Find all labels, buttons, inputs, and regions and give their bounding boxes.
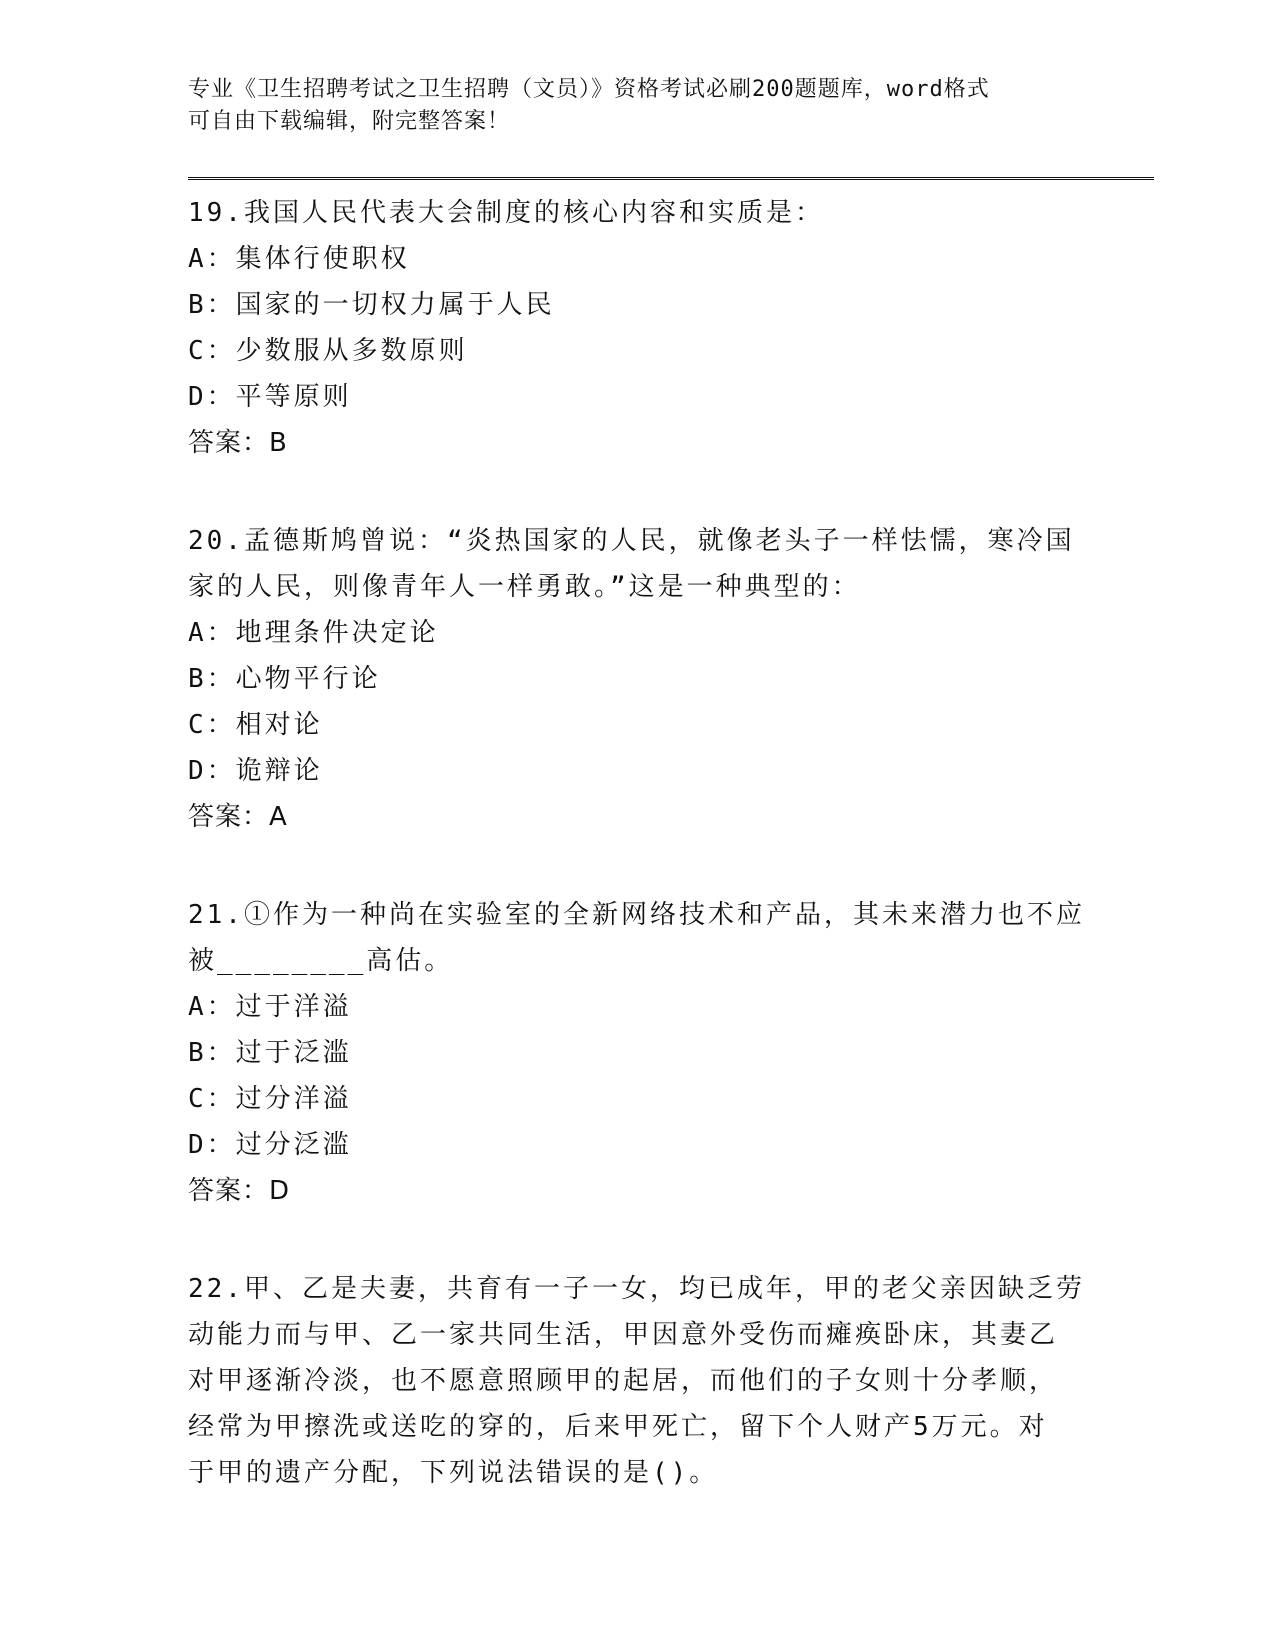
option-b: B：国家的一切权力属于人民: [188, 290, 555, 320]
question-stem: 22.甲、乙是夫妻，共育有一子一女，均已成年，甲的老父亲因缺乏劳: [188, 1274, 1085, 1304]
question-19: [188, 190, 1088, 466]
option-c: C：相对论: [188, 710, 323, 740]
answer-value: A: [269, 802, 288, 832]
question-stem: 家的人民，则像青年人一样勇敢。”这是一种典型的：: [188, 572, 861, 602]
option-d: D：过分泛滥: [188, 1130, 352, 1160]
option-a: A：过于洋溢: [188, 992, 352, 1022]
answer-value: B: [269, 428, 288, 458]
question-22: [188, 1266, 1088, 1496]
question-stem: 20.孟德斯鸠曾说：“炎热国家的人民，就像老头子一样怯懦，寒冷国: [188, 526, 1075, 556]
page-header: [188, 74, 1088, 138]
option-a: A：集体行使职权: [188, 244, 410, 274]
answer-line: [188, 420, 1088, 466]
option-c: C：少数服从多数原则: [188, 336, 468, 366]
question-20: [188, 518, 1088, 840]
answer-label: 答案：: [188, 428, 270, 458]
option-b: B：心物平行论: [188, 664, 381, 694]
answer-value: D: [269, 1176, 291, 1206]
header-divider: [188, 177, 1154, 180]
question-stem: 对甲逐渐冷淡，也不愿意照顾甲的起居，而他们的子女则十分孝顺，: [188, 1366, 1059, 1396]
option-b: B：过于泛滥: [188, 1038, 352, 1068]
answer-label: 答案：: [188, 1176, 270, 1206]
answer-line: [188, 1168, 1088, 1214]
header-line-2: 可自由下载编辑，附完整答案！: [188, 109, 511, 134]
option-c: C：过分洋溢: [188, 1084, 352, 1114]
question-list: [188, 190, 1088, 1548]
option-d: D：诡辩论: [188, 756, 323, 786]
question-stem: 19.我国人民代表大会制度的核心内容和实质是：: [188, 198, 824, 228]
option-a: A：地理条件决定论: [188, 618, 439, 648]
question-stem: 动能力而与甲、乙一家共同生活，甲因意外受伤而瘫痪卧床，其妻乙: [188, 1320, 1059, 1350]
option-d: D：平等原则: [188, 382, 352, 412]
question-stem: 21.①作为一种尚在实验室的全新网络技术和产品，其未来潜力也不应: [188, 900, 1085, 930]
question-21: [188, 892, 1088, 1214]
question-stem: 于甲的遗产分配，下列说法错误的是()。: [188, 1458, 719, 1488]
question-stem: 被________高估。: [188, 946, 454, 976]
answer-line: [188, 794, 1088, 840]
question-stem: 经常为甲擦洗或送吃的穿的，后来甲死亡，留下个人财产5万元。对: [188, 1412, 1048, 1442]
answer-label: 答案：: [188, 802, 270, 832]
header-line-1: 专业《卫生招聘考试之卫生招聘（文员）》资格考试必刷200题题库，word格式: [188, 77, 990, 102]
